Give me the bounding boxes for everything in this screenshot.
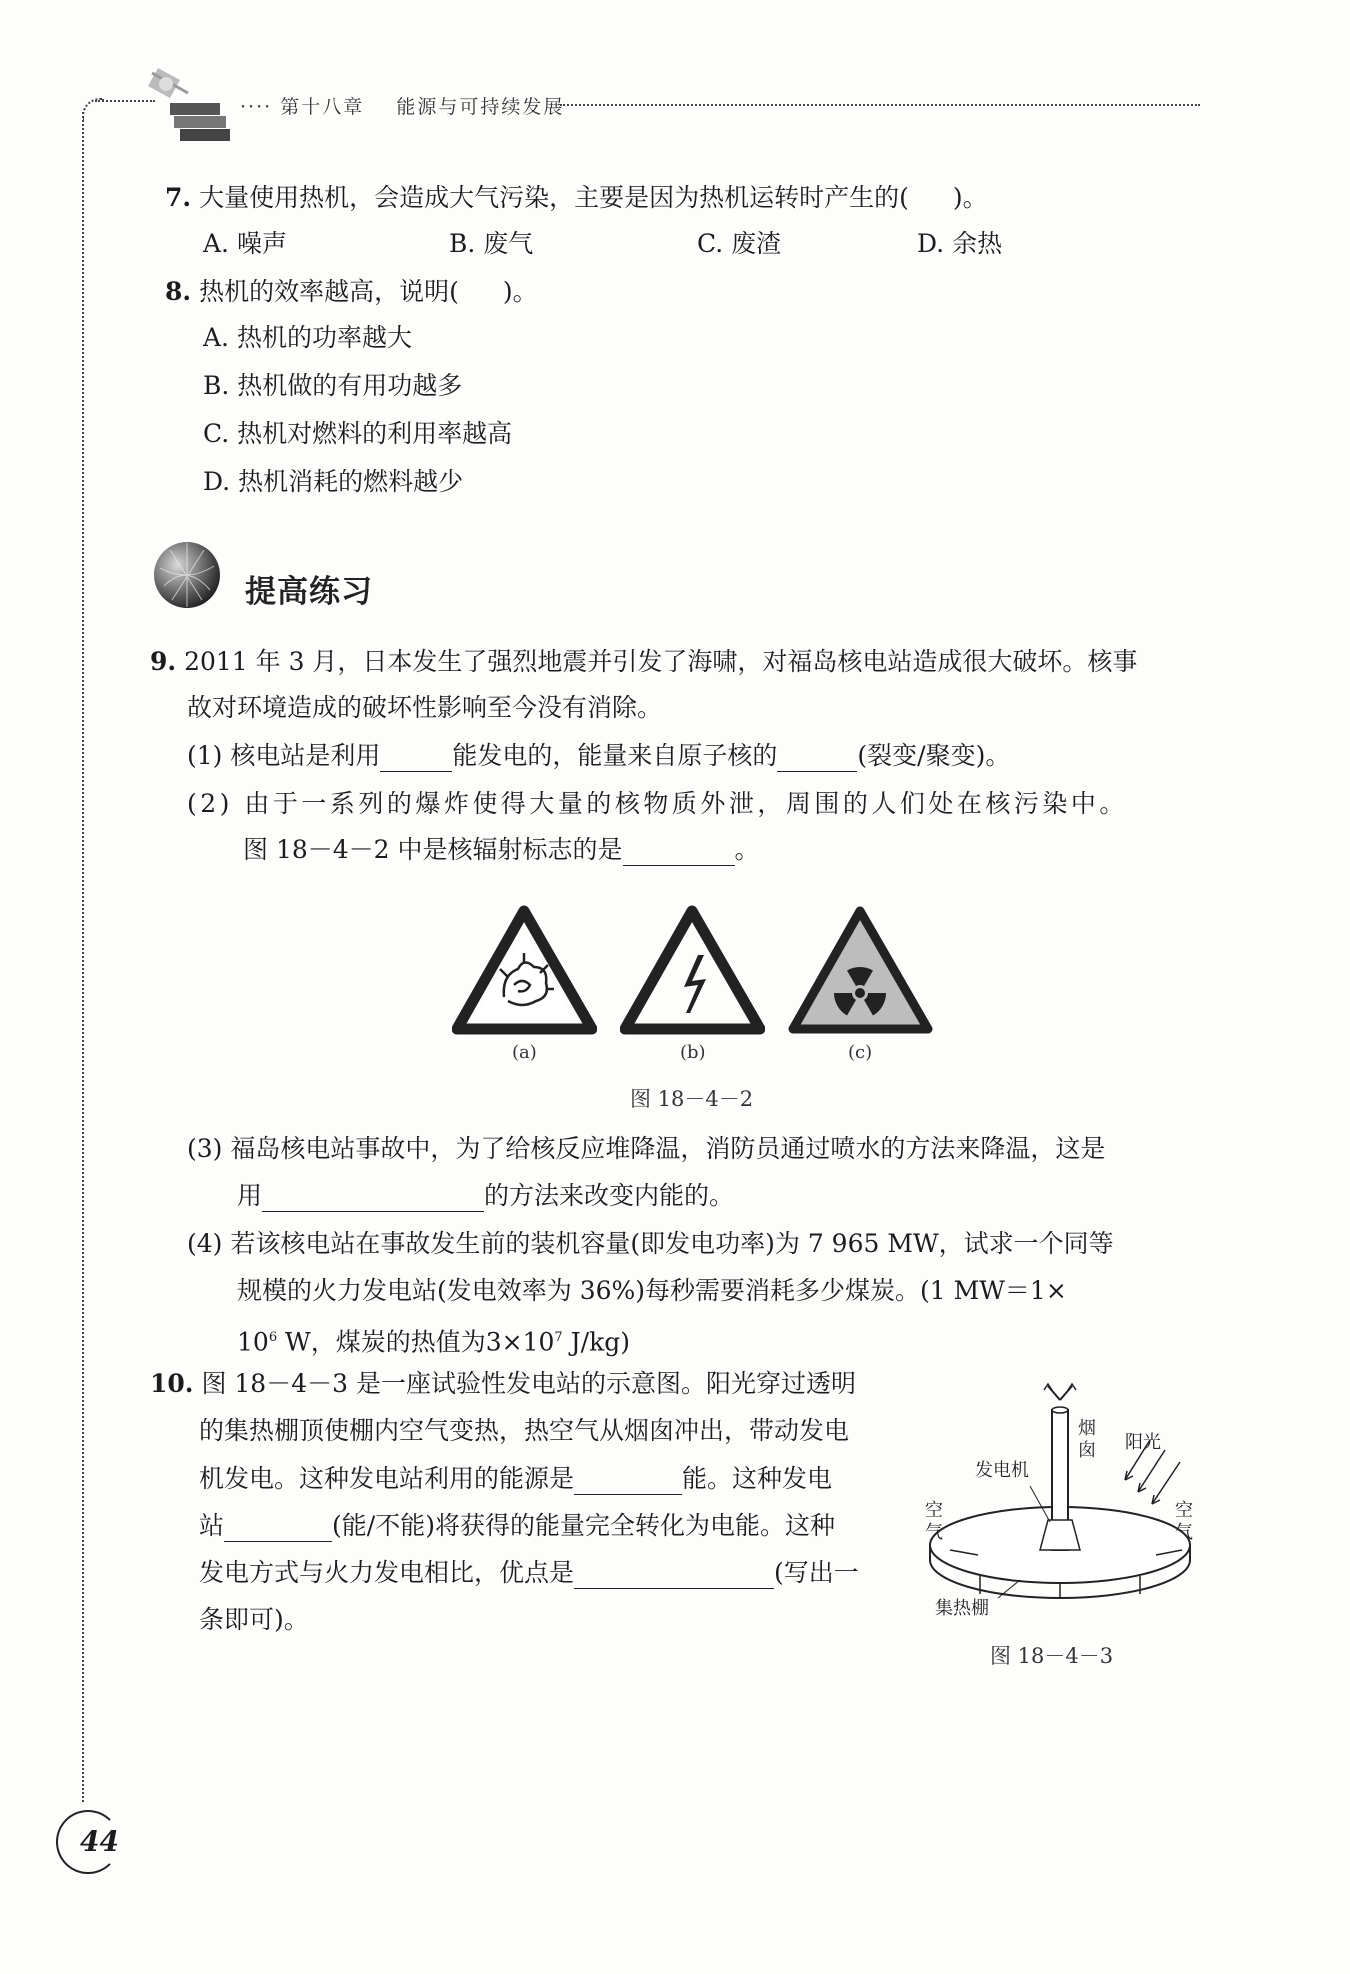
section-title: 提高练习 <box>245 574 373 610</box>
question-stem-end: )。 <box>502 277 538 306</box>
blank-radiation-sign[interactable] <box>623 841 735 866</box>
option-letter: C. <box>697 229 724 258</box>
option-7a <box>203 228 287 260</box>
option-letter: D. <box>203 467 231 496</box>
option-text: 热机做的有用功越多 <box>237 371 463 400</box>
option-text: 噪声 <box>236 229 287 258</box>
chapter-number: 第十八章 <box>280 96 365 118</box>
page-margin-dotted-line <box>82 112 84 1802</box>
question-text: 能。这种发电 <box>682 1464 833 1493</box>
question-10-line4 <box>199 1510 835 1542</box>
part-text: 10 <box>237 1327 269 1357</box>
question-number: 9. <box>150 647 177 676</box>
figure-label-c: (c) <box>848 1042 873 1063</box>
question-9-part4-line2: 规模的火力发电站(发电效率为 36%)每秒需要消耗多少煤炭。(1 MW＝1× <box>237 1276 1067 1305</box>
figure-caption-18-4-3: 图 18－4－3 <box>990 1644 1114 1668</box>
figure-caption-18-4-2: 图 18－4－2 <box>630 1087 754 1111</box>
figure-label-b: (b) <box>680 1042 706 1063</box>
option-text: 热机对燃料的利用率越高 <box>237 419 513 448</box>
question-text: 图 18－4－3 是一座试验性发电站的示意图。阳光穿过透明 <box>201 1369 856 1398</box>
question-10-line1 <box>150 1368 856 1400</box>
option-text: 热机消耗的燃料越少 <box>238 467 464 496</box>
option-text: 热机的功率越大 <box>236 323 412 352</box>
part-text: 图 18－4－2 中是核辐射标志的是 <box>243 835 623 864</box>
part-text: 用 <box>237 1181 263 1210</box>
part-text: 由于一系列的爆炸使得大量的核物质外泄，周围的人们处在核污染中。 <box>244 789 1128 818</box>
question-stem: 大量使用热机，会造成大气污染，主要是因为热机运转时产生的( <box>199 183 909 212</box>
part-label: (4) <box>187 1229 223 1258</box>
question-number: 10. <box>150 1369 194 1398</box>
question-text: 机发电。这种发电站利用的能源是 <box>199 1464 575 1493</box>
chapter-title: 能源与可持续发展 <box>396 96 565 118</box>
globe-section-icon <box>150 538 224 612</box>
books-logo-icon <box>140 58 240 148</box>
question-10-line2: 的集热棚顶使棚内空气变热，热空气从烟囱冲出，带动发电 <box>199 1416 850 1445</box>
chapter-header <box>240 92 564 119</box>
blank-advantage[interactable] <box>574 1564 774 1589</box>
part-text: J/kg) <box>562 1327 630 1357</box>
part-text: 的方法来改变内能的。 <box>484 1181 735 1210</box>
label-sunlight: 阳光 <box>1125 1432 1161 1453</box>
header-dotted-line-right <box>560 104 1200 106</box>
warning-sign-a-explosion-icon <box>452 905 597 1035</box>
part-text: 若该核电站在事故发生前的装机容量(即发电功率)为 7 965 MW，试求一个同等 <box>230 1229 1114 1258</box>
question-9-intro-line1 <box>150 646 1137 678</box>
option-8b <box>203 370 462 402</box>
question-text: (写出一 <box>774 1558 859 1587</box>
header-dots: ···· <box>240 96 273 118</box>
label-air-right: 空气 <box>1175 1500 1193 1543</box>
question-text: 站 <box>199 1511 225 1540</box>
solar-tower-diagram <box>920 1380 1215 1620</box>
part-text: 能发电的，能量来自原子核的 <box>452 741 778 770</box>
exponent: 6 <box>268 1330 278 1345</box>
option-8a <box>203 322 412 354</box>
option-letter: B. <box>203 371 230 400</box>
part-text: (裂变/聚变)。 <box>857 741 1011 770</box>
question-number: 7. <box>165 183 192 212</box>
page-number: 44 <box>80 1825 119 1858</box>
option-8d <box>203 466 463 498</box>
question-9-part1 <box>187 740 1010 772</box>
figure-label-a: (a) <box>512 1042 537 1063</box>
question-number: 8. <box>165 277 192 306</box>
option-8c <box>203 418 512 450</box>
part-text: 福岛核电站事故中，为了给核反应堆降温，消防员通过喷水的方法来降温，这是 <box>230 1134 1106 1163</box>
part-label: (2) <box>187 789 233 818</box>
part-text: 核电站是利用 <box>230 741 381 770</box>
option-7d <box>917 228 1002 260</box>
option-text: 余热 <box>952 229 1003 258</box>
option-letter: B. <box>449 229 476 258</box>
option-letter: A. <box>203 323 230 352</box>
label-air-left: 空气 <box>925 1500 943 1543</box>
question-10-line3 <box>199 1463 832 1495</box>
option-letter: A. <box>203 229 230 258</box>
question-9-part4-line1 <box>187 1228 1114 1260</box>
warning-sign-b-electric-icon <box>620 905 765 1035</box>
part-text: W，煤炭的热值为3×10 <box>277 1327 555 1357</box>
exponent: 7 <box>554 1330 563 1345</box>
part-label: (3) <box>187 1134 223 1163</box>
question-10-line6: 条即可)。 <box>199 1605 309 1634</box>
question-stem-end: )。 <box>952 183 988 212</box>
question-text: 2011 年 3 月，日本发生了强烈地震并引发了海啸，对福岛核电站造成很大破坏。核事 <box>184 647 1138 676</box>
blank-energy-type[interactable] <box>380 747 452 772</box>
question-10-line5 <box>199 1557 859 1589</box>
question-9-part2-line1 <box>187 788 1128 820</box>
option-7b <box>449 228 533 260</box>
label-generator: 发电机 <box>975 1460 1029 1481</box>
blank-can-cannot[interactable] <box>224 1517 332 1542</box>
blank-energy-source[interactable] <box>574 1470 682 1495</box>
question-9-part4-line3 <box>237 1322 630 1358</box>
label-collector: 集热棚 <box>935 1598 989 1619</box>
part-text: 。 <box>734 835 760 864</box>
header-dotted-line-left <box>95 100 155 102</box>
label-chimney: 烟囱 <box>1078 1418 1096 1461</box>
question-text: (能/不能)将获得的能量完全转化为电能。这种 <box>332 1511 835 1540</box>
part-label: (1) <box>187 741 223 770</box>
blank-fission-fusion[interactable] <box>777 747 857 772</box>
option-7c <box>697 228 781 260</box>
question-8 <box>165 276 538 308</box>
question-9-part3-line1 <box>187 1133 1105 1165</box>
margin-curve <box>82 98 104 120</box>
question-7 <box>165 182 988 214</box>
question-text: 发电方式与火力发电相比，优点是 <box>199 1558 575 1587</box>
question-9-intro-line2: 故对环境造成的破坏性影响至今没有消除。 <box>187 693 663 722</box>
option-text: 废渣 <box>731 229 782 258</box>
option-letter: D. <box>917 229 945 258</box>
blank-heat-transfer-method[interactable] <box>262 1187 484 1212</box>
question-9-part2-line2 <box>243 834 760 866</box>
warning-sign-c-radiation-icon <box>788 905 933 1035</box>
question-9-part3-line2 <box>237 1180 734 1212</box>
question-stem: 热机的效率越高，说明( <box>199 277 459 306</box>
option-text: 废气 <box>483 229 534 258</box>
option-letter: C. <box>203 419 230 448</box>
